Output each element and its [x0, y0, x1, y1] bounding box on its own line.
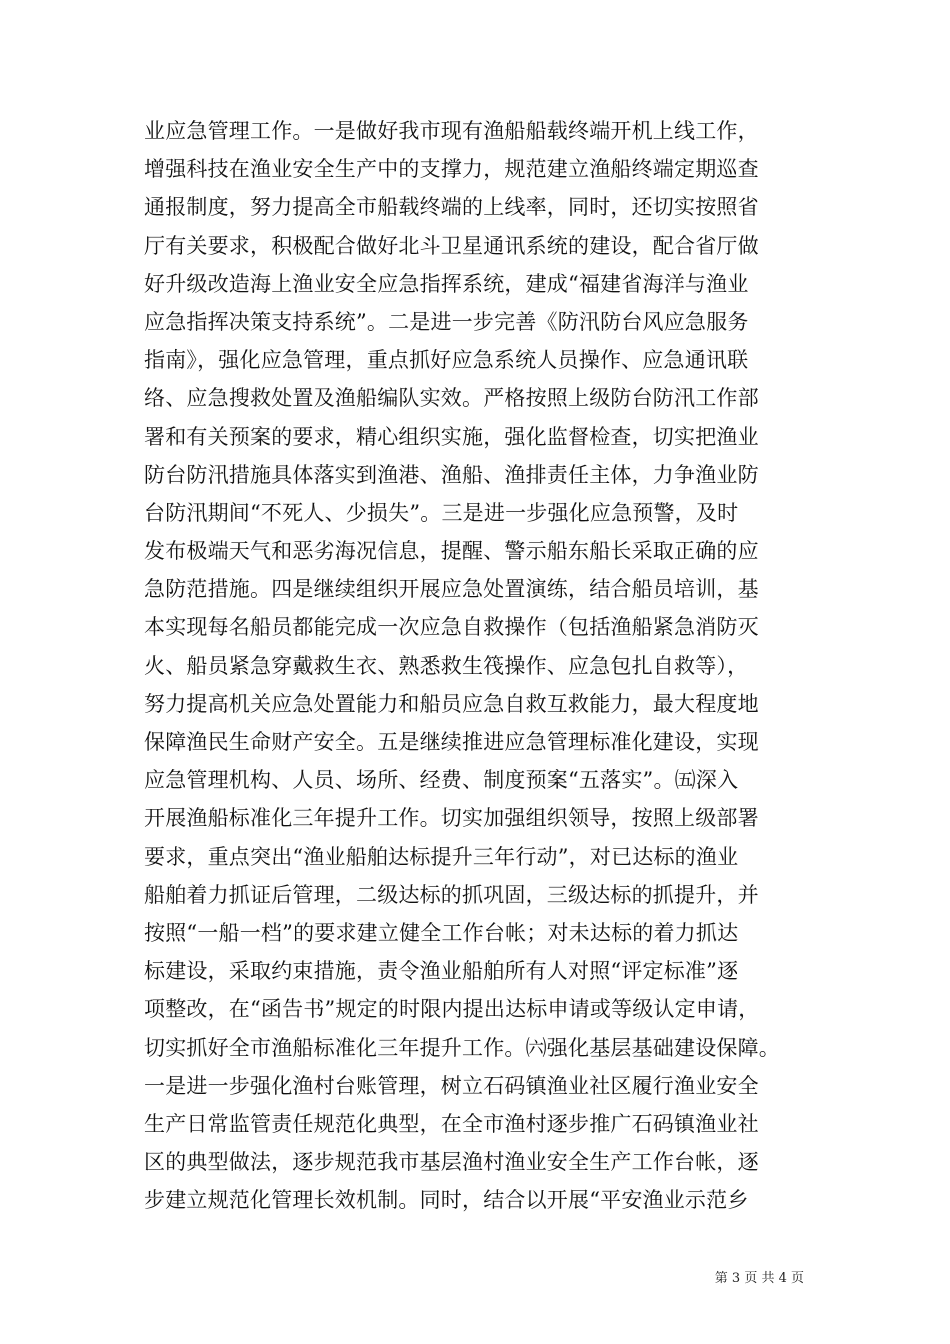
text-line: 生产日常监管责任规范化典型，在全市渔村逐步推广石码镇渔业社 [144, 1111, 759, 1136]
text-line: 厅有关要求，积极配合做好北斗卫星通讯系统的建设，配合省厅做 [144, 233, 759, 258]
text-line: 一是进一步强化渔村台账管理，树立石码镇渔业社区履行渔业安全 [144, 1073, 759, 1098]
text-line: 络、应急搜救处置及渔船编队实效。严格按照上级防台防汛工作部 [144, 386, 759, 411]
text-line: 切实抓好全市渔船标准化三年提升工作。㈥强化基层基础建设保障。 [144, 1035, 780, 1060]
text-line: 本实现每名船员都能完成一次应急自救操作（包括渔船紧急消防灭 [144, 615, 759, 640]
page-number-footer: 第 3 页 共 4 页 [714, 1271, 804, 1286]
text-line: 业应急管理工作。一是做好我市现有渔船船载终端开机上线工作， [144, 119, 759, 143]
text-line: 指南》，强化应急管理，重点抓好应急系统人员操作、应急通讯联 [144, 348, 749, 373]
text-line: 发布极端天气和恶劣海况信息，提醒、警示船东船长采取正确的应 [144, 539, 759, 564]
text-line: 努力提高机关应急处置能力和船员应急自救互救能力，最大程度地 [144, 691, 759, 716]
text-line: 标建设，采取约束措施，责令渔业船舶所有人对照“评定标准”逐 [144, 959, 739, 984]
text-line: 要求，重点突出“渔业船舶达标提升三年行动”，对已达标的渔业 [144, 844, 739, 869]
text-line: 急防范措施。四是继续组织开展应急处置演练，结合船员培训，基 [144, 577, 759, 602]
text-line: 火、船员紧急穿戴救生衣、熟悉救生筏操作、应急包扎自救等）， [144, 653, 749, 678]
text-line: 通报制度，努力提高全市船载终端的上线率，同时，还切实按照省 [144, 195, 759, 220]
text-line: 好升级改造海上渔业安全应急指挥系统，建成“福建省海洋与渔业 [144, 271, 749, 296]
text-line: 署和有关预案的要求，精心组织实施，强化监督检查，切实把渔业 [144, 424, 759, 449]
text-line: 按照“一船一档”的要求建立健全工作台帐；对未达标的着力抓达 [144, 920, 739, 945]
text-line: 步建立规范化管理长效机制。同时，结合以开展“平安渔业示范乡 [144, 1188, 749, 1213]
text-line: 项整改，在“函告书”规定的时限内提出达标申请或等级认定申请， [144, 997, 760, 1022]
text-line: 应急管理机构、人员、场所、经费、制度预案“五落实”。㈤深入 [144, 768, 739, 793]
text-line: 增强科技在渔业安全生产中的支撑力，规范建立渔船终端定期巡查 [144, 157, 759, 182]
body-text [144, 112, 824, 1219]
text-line: 区的典型做法，逐步规范我市基层渔村渔业安全生产工作台帐，逐 [144, 1150, 759, 1175]
text-line: 开展渔船标准化三年提升工作。切实加强组织领导，按照上级部署 [144, 806, 759, 831]
text-line: 船舶着力抓证后管理，二级达标的抓巩固，三级达标的抓提升，并 [144, 882, 759, 907]
text-line: 应急指挥决策支持系统”。二是进一步完善《防汛防台风应急服务 [144, 309, 749, 334]
text-line: 防台防汛措施具体落实到渔港、渔船、渔排责任主体，力争渔业防 [144, 462, 759, 487]
text-line: 台防汛期间“不死人、少损失”。三是进一步强化应急预警，及时 [144, 500, 739, 525]
text-line: 保障渔民生命财产安全。五是继续推进应急管理标准化建设，实现 [144, 730, 759, 754]
